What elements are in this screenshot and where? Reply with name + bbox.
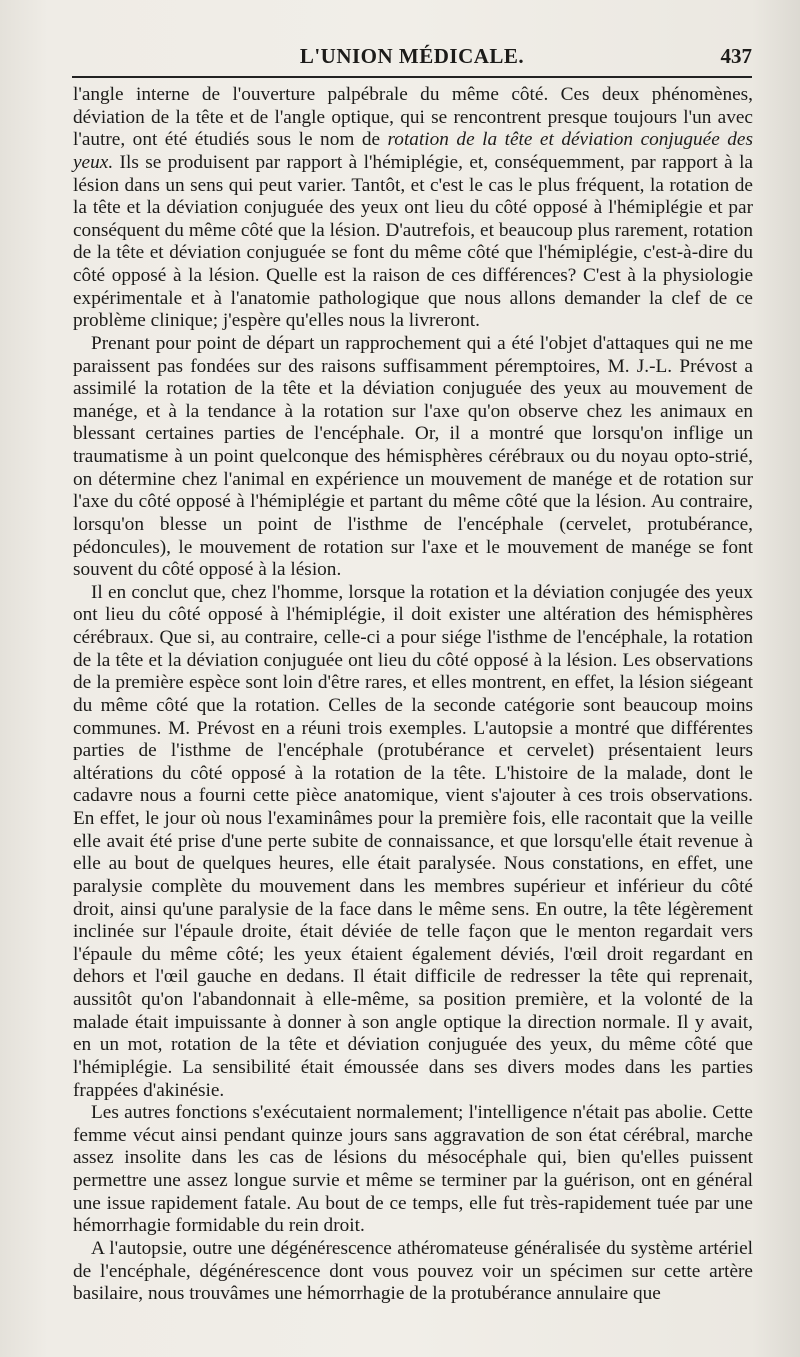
page-header: [72, 38, 752, 74]
paragraph-text: l'angle interne de l'ouverture palpébrale du même côté. Ces deux phénomènes, déviation de la tête et de l'angle optique, qui se rencontrent presque toujours l'un avec l'autre, ont été étudiés sous le nom de: [73, 84, 753, 151]
italic-term: rotation de la tête et déviation conjuguée des yeux.: [73, 129, 753, 173]
running-title: L'UNION MÉDICALE.: [299, 44, 525, 68]
body-text: [73, 84, 753, 1306]
paragraph: A l'autopsie, outre une dégénérescence athéromateuse généralisée du système artériel de l'encéphale, dégénérescence dont vous pouvez voir un spécimen sur cette artère basilaire, nous trouvâmes une hémorrhagie de la protubérance annulaire que: [73, 1237, 753, 1305]
paragraph: Il en conclut que, chez l'homme, lorsque la rotation et la déviation conjugée des yeux ont lieu du côté opposé à l'hémiplégie, il doit exister une altération des hémisphères cérébraux. Que si, au contraire, celle-ci a pour siége l'isthme de l'encéphale, la rotation de la tête et la déviation conjuguée ont lieu du côté opposé à la lésion. Les observations de la première espèce sont loin d'être rares, et elles montrent, en effet, la lésion siégeant du même côté que la rotation. Celles de la seconde catégorie sont beaucoup moins communes. M. Prévost en a réuni trois exemples. L'autopsie a montré que différentes parties de l'isthme de l'encéphale (protubérance et cervelet) présentaient leurs altérations du côté opposé à la rotation de la tête. L'histoire de la malade, dont le cadavre nous a fourni cette pièce anatomique, vient s'ajouter à ces trois observations. En effet, le jour où nous l'examinâmes pour la première fois, elle racontait que la veille elle avait été prise d'une perte subite de connaissance, et que lorsqu'elle était revenue à elle au bout de quelques heures, elle était paralysée. Nous constations, en effet, une paralysie complète du mouvement dans les membres supérieur et inférieur du côté droit, ainsi qu'une paralysie de la face dans le même sens. En outre, la tête légèrement inclinée sur l'épaule droite, était déviée de telle façon que le menton regardait vers l'épaule du même côté; les yeux étaient également déviés, l'œil droit regardant en dehors et l'œil gauche en dedans. Il était difficile de redresser la tête qui reprenait, aussitôt qu'on l'abandonnait à elle-même, sa position première, et la volonté de la malade était impuissante à donner à son angle optique la direction normale. Il y avait, en un mot, rotation de la tête et déviation conjuguée des yeux, du même côté que l'hémiplégie. La sensibilité était émoussée dans ses divers modes dans les parties frappées d'akinésie.: [73, 581, 753, 1101]
paragraph: Prenant pour point de départ un rapprochement qui a été l'objet d'attaques qui ne me paraissent pas fondées sur des raisons suffisamment péremptoires, M. J.-L. Prévost a assimilé la rotation de la tête et la déviation conjuguée des yeux au mouvement de manége, et à la tendance à la rotation sur l'axe qu'on observe chez les animaux en blessant certaines parties de l'encéphale. Or, il a montré que lorsqu'on inflige un traumatisme à un point quelconque des hémisphères cérébraux ou du noyau opto-strié, on détermine chez l'animal en expérience un mouvement de manége et de rotation sur l'axe du côté opposé à l'hémiplégie et partant du même côté que la lésion. Au contraire, lorsqu'on blesse un point de l'isthme de l'encéphale (cervelet, protubérance, pédoncules), le mouvement de rotation sur l'axe et le mouvement de manége se font souvent du côté opposé à la lésion.: [73, 332, 753, 581]
paragraph-text: Ils se produisent par rapport à l'hémiplégie, et, conséquemment, par rapport à la lésion dans un sens qui peut varier. Tantôt, et c'est le cas le plus fréquent, la rotation de la tête et la déviation conjuguée des yeux ont lieu du côté opposé à l'hémiplégie et par conséquent du même côté que la lésion. D'autrefois, et beaucoup plus rarement, rotation de la tête et déviation conjuguée se font du même côté que l'hémiplégie, c'est-à-dire du côté opposé à la lésion. Quelle est la raison de ces différences? C'est à la physiologie expérimentale et à l'anatomie pathologique que nous allons demander la clef de ce problème clinique; j'espère qu'elles nous la livreront.: [73, 151, 753, 332]
header-rule: [72, 76, 752, 78]
page-number: 437: [720, 44, 752, 68]
paragraph: Les autres fonctions s'exécutaient normalement; l'intelligence n'était pas abolie. Cette femme vécut ainsi pendant quinze jours sans aggravation de son état cérébral, marche assez insolite dans les cas de lésions du mésocéphale qui, bien qu'elles puissent permettre une assez longue survie et même se terminer par la guérison, ont en général une issue rapidement fatale. Au bout de ce temps, elle fut très-rapidement tuée par une hémorrhagie formidable du rein droit.: [73, 1102, 753, 1237]
paragraph: [73, 84, 753, 333]
